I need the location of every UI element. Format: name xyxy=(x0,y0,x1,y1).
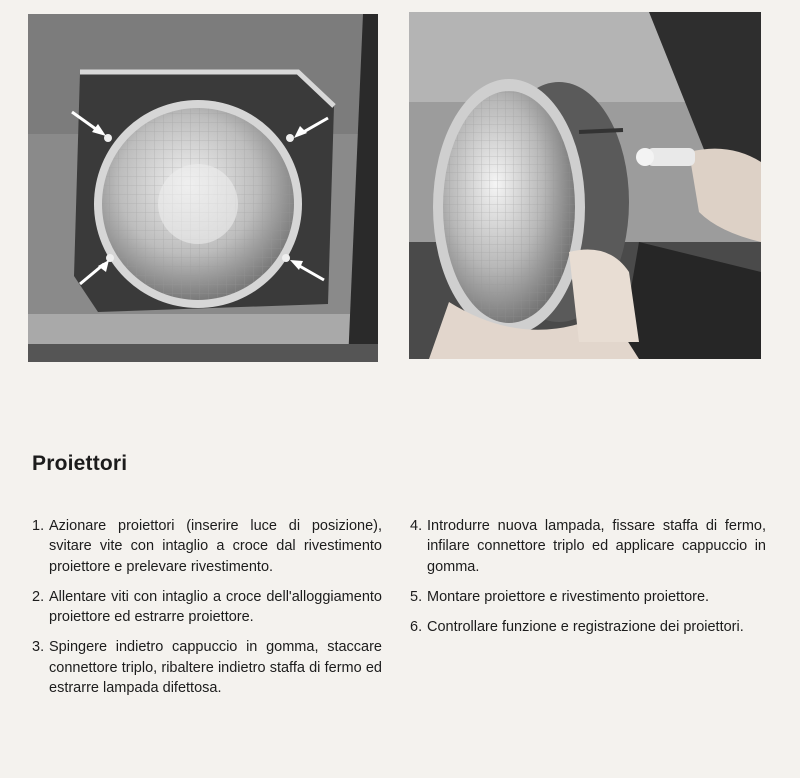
step-text: Montare proiettore e rivestimento proiettore. xyxy=(427,588,710,605)
instructions-right-column xyxy=(410,516,766,647)
step-text: Introdurre nuova lampada, fissare staffa di fermo, infilare connettore triplo ed applicare cappuccio in gomma. xyxy=(427,518,766,575)
section-heading: Proiettori xyxy=(32,452,128,475)
step-item xyxy=(32,637,382,698)
step-number: 3. xyxy=(32,639,45,656)
headlamp-housing-illustration xyxy=(28,14,378,362)
step-item xyxy=(410,617,766,637)
step-number: 5. xyxy=(410,588,423,605)
step-number: 1. xyxy=(32,518,45,534)
step-text: Allentare viti con intaglio a croce dell'alloggiamento proiettore ed estrarre proiettore. xyxy=(49,588,382,626)
instructions-left-column xyxy=(32,516,382,708)
step-number: 6. xyxy=(410,619,423,636)
step-number: 2. xyxy=(32,588,45,605)
step-item xyxy=(410,516,766,577)
bulb-replacement-illustration xyxy=(409,12,761,359)
headlamp-housing-photo xyxy=(28,14,378,362)
headlamp-bulb-replacement-photo xyxy=(409,12,761,359)
step-number: 4. xyxy=(410,518,423,534)
step-text: Controllare funzione e registrazione dei proiettori. xyxy=(427,619,744,636)
step-text: Spingere indietro cappuccio in gomma, staccare connettore triplo, ribaltere indietro staffa di fermo ed estrarre lampada difettosa. xyxy=(49,639,382,697)
step-text: Azionare proiettori (inserire luce di posizione), svitare vite con intaglio a croce dal rivestimento proiettore e prelevare rivestimento. xyxy=(49,518,382,575)
step-item xyxy=(410,587,766,607)
step-item xyxy=(32,516,382,577)
step-item xyxy=(32,587,382,628)
